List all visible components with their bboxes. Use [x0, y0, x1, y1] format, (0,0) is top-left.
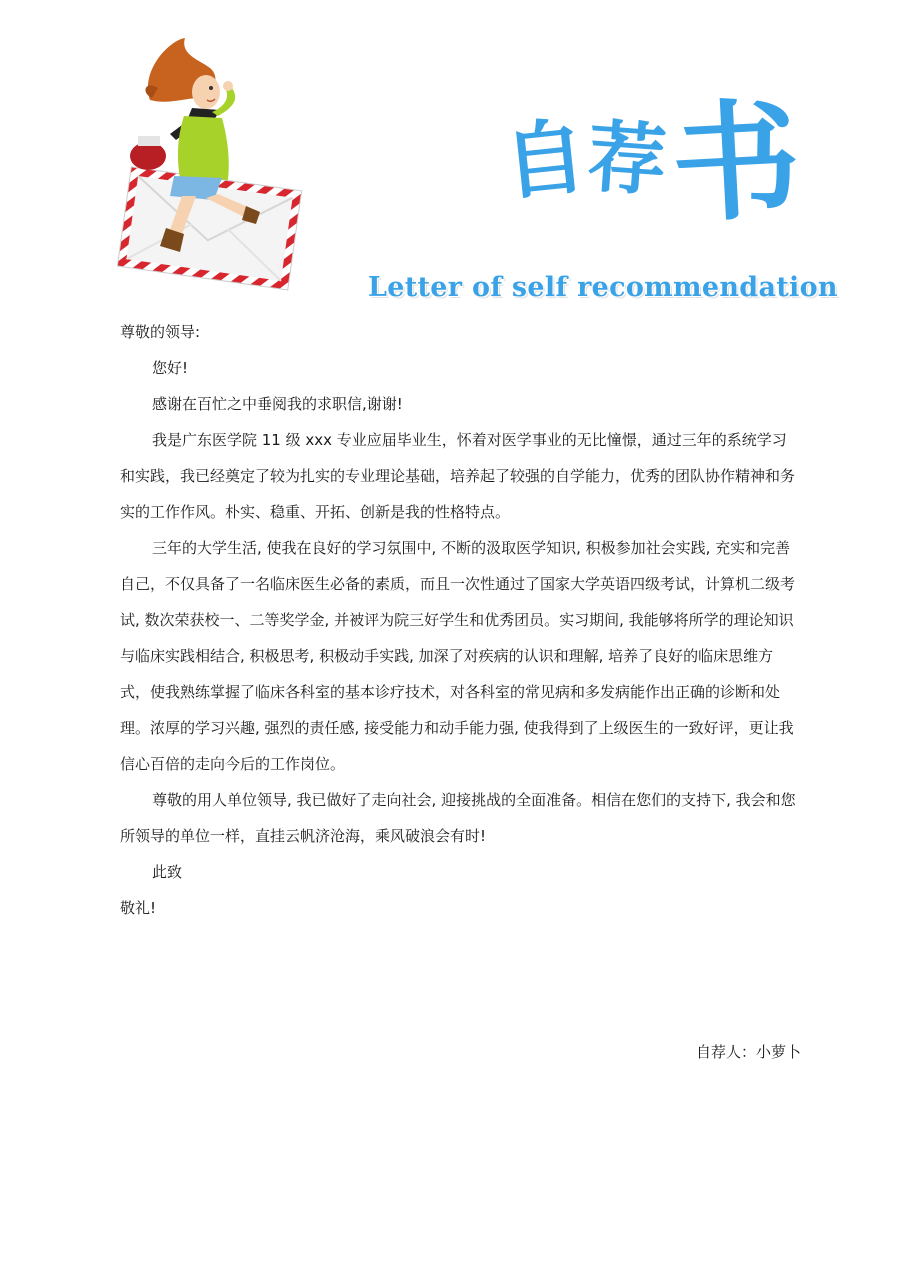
- title-char-2: 荐: [584, 111, 670, 208]
- regards-line: 敬礼!: [120, 899, 157, 917]
- title-english: Letter of self recommendation: [368, 272, 838, 303]
- illustration-svg: [110, 30, 310, 300]
- letter-body: [120, 314, 800, 926]
- paragraph-intro: 我是广东医学院 11 级 xxx 专业应届毕业生，怀着对医学事业的无比憧憬，通过三年的系统学习和实践，我已经奠定了较为扎实的专业理论基础，培养起了较强的自学能力，优秀的团队协作精神和务实的工作作风。朴实、稳重、开拓、创新是我的性格特点。: [120, 431, 796, 521]
- girl-riding-envelope-icon: [110, 30, 310, 300]
- signature: 自荐人：小萝卜: [695, 1043, 801, 1061]
- greeting: 您好!: [152, 359, 189, 377]
- title-chinese: [499, 84, 810, 255]
- paragraph-university-life: 三年的大学生活, 使我在良好的学习氛围中, 不断的汲取医学知识, 积极参加社会实践, 充实和完善自己，不仅具备了一名临床医生必备的素质，而且一次性通过了国家大学英语四级考试，计算机二级考试, 数次荣获校一、二等奖学金, 并被评为院三好学生和优秀团员。实习期间, 我能够将所学的理论知识与临床实践相结合, 积极思考, 积极动手实践, 加深了对疾病的认识和理解, 培养了良好的临床思维方式，使我熟练掌握了临床各科室的基本诊疗技术，对各科室的常见病和多发病能作出正确的诊断和处理。浓厚的学习兴趣, 强烈的责任感, 接受能力和动手能力强, 使我得到了上级医生的一致好评，更让我信心百倍的走向今后的工作岗位。: [120, 539, 796, 773]
- salutation: 尊敬的领导:: [120, 323, 201, 341]
- closing-line: 此致: [152, 863, 183, 881]
- thanks-line: 感谢在百忙之中垂阅我的求职信,谢谢!: [152, 395, 403, 413]
- paragraph-readiness: 尊敬的用人单位领导, 我已做好了走向社会, 迎接挑战的全面准备。相信在您们的支持下, 我会和您所领导的单位一样，直挂云帆济沧海，乘风破浪会有时!: [120, 791, 796, 845]
- title-char-1: 自: [499, 107, 591, 213]
- title-char-3: 书: [668, 84, 804, 242]
